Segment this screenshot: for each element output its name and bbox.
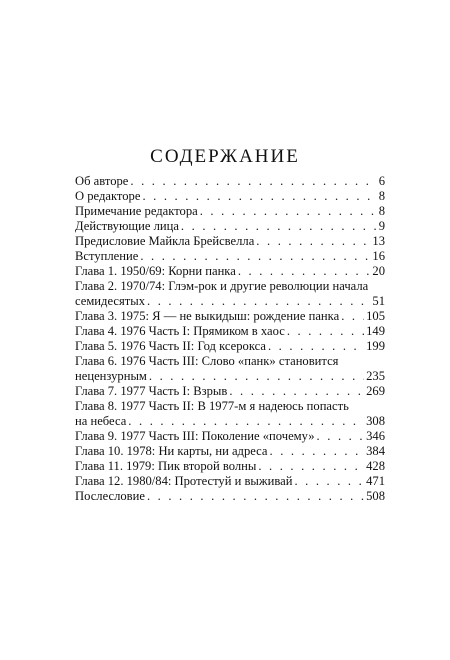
toc-entry-page-number: 105 — [366, 309, 385, 323]
toc-entry-line — [75, 384, 385, 399]
toc-entry-label: Глава 5. 1976 Часть II: Год ксерокса — [75, 339, 266, 353]
toc-entry-label: Глава 1. 1950/69: Корни панка — [75, 264, 236, 278]
toc-entry — [75, 339, 385, 354]
toc-entry-line — [75, 249, 385, 264]
toc-entry — [75, 234, 385, 249]
toc-entry-line — [75, 444, 385, 459]
toc-entry-line — [75, 234, 385, 249]
dot-leader — [142, 189, 376, 204]
toc-entry-label: О редакторе — [75, 189, 141, 203]
toc-entry — [75, 189, 385, 204]
toc-entry — [75, 489, 385, 504]
toc-entry — [75, 444, 385, 459]
toc-entry-line — [75, 474, 385, 489]
dot-leader — [149, 369, 364, 384]
toc-entry-line — [75, 189, 385, 204]
dot-leader — [268, 339, 364, 354]
toc-entry-line — [75, 264, 385, 279]
dot-leader — [256, 234, 370, 249]
dot-leader — [229, 384, 364, 399]
dot-leader — [130, 174, 376, 189]
toc-entry-page-number: 428 — [366, 459, 385, 473]
toc-entry-label: Послесловие — [75, 489, 145, 503]
toc-entry-label-line1: Глава 6. 1976 Часть III: Слово «панк» становится — [75, 354, 339, 368]
toc-entry-label: Глава 10. 1978: Ни карты, ни адреса — [75, 444, 268, 458]
dot-leader — [341, 309, 364, 324]
toc-entry-page-number: 8 — [378, 189, 385, 203]
toc-entry-page-number: 508 — [366, 489, 385, 503]
toc-entry-label: Глава 3. 1975: Я — не выкидыш: рождение панка — [75, 309, 340, 323]
toc-entry-line — [75, 309, 385, 324]
toc-entry-page-number: 13 — [372, 234, 385, 248]
toc-entry-line — [75, 174, 385, 189]
toc-entry-label: Предисловие Майкла Брейсвелла — [75, 234, 255, 248]
toc-entry-line — [75, 339, 385, 354]
toc-entry-label: Действующие лица — [75, 219, 179, 233]
toc-entry-page-number: 6 — [378, 174, 385, 188]
toc-entry — [75, 174, 385, 189]
toc-entry-page-number: 16 — [372, 249, 385, 263]
toc-entry-label: Вступление — [75, 249, 139, 263]
dot-leader — [270, 444, 365, 459]
toc-entry — [75, 249, 385, 264]
page-title: СОДЕРЖАНИЕ — [150, 146, 300, 167]
toc-entry-label: Об авторе — [75, 174, 129, 188]
toc-entry-page-number: 346 — [366, 429, 385, 443]
toc-entry-page-number: 235 — [366, 369, 385, 383]
toc-entry-page-number: 8 — [378, 204, 385, 218]
dot-leader — [238, 264, 371, 279]
toc-entry-line — [75, 369, 385, 384]
toc-entry-label: нецензурным — [75, 369, 147, 383]
toc-entry-label: Глава 9. 1977 Часть III: Поколение «почему» — [75, 429, 315, 443]
toc-entry — [75, 264, 385, 279]
dot-leader — [317, 429, 365, 444]
dot-leader — [147, 294, 370, 309]
toc-entry-label: Глава 4. 1976 Часть I: Прямиком в хаос — [75, 324, 285, 338]
toc-entry-page-number: 20 — [372, 264, 385, 278]
toc-entry-page-number: 384 — [366, 444, 385, 458]
toc-entry-line — [75, 219, 385, 234]
dot-leader — [287, 324, 364, 339]
toc-entry-label: семидесятых — [75, 294, 145, 308]
dot-leader — [147, 489, 364, 504]
toc-entry-page-number: 51 — [372, 294, 385, 308]
toc-entry — [75, 204, 385, 219]
toc-entry — [75, 279, 385, 309]
toc-entry-page-number: 149 — [366, 324, 385, 338]
toc-entry — [75, 459, 385, 474]
toc-entry-page-number: 269 — [366, 384, 385, 398]
toc-entry-line — [75, 324, 385, 339]
toc-entry-label-line1: Глава 2. 1970/74: Глэм-рок и другие революции начала — [75, 279, 369, 293]
toc-entry — [75, 384, 385, 399]
toc-entry-line — [75, 204, 385, 219]
toc-entry — [75, 219, 385, 234]
table-of-contents — [75, 174, 385, 504]
dot-leader — [181, 219, 377, 234]
toc-entry-page-number: 9 — [378, 219, 385, 233]
toc-entry-page-number: 199 — [366, 339, 385, 353]
toc-entry-label: Глава 7. 1977 Часть I: Взрыв — [75, 384, 228, 398]
toc-entry-line — [75, 429, 385, 444]
toc-entry-label: Глава 11. 1979: Пик второй волны — [75, 459, 257, 473]
toc-entry — [75, 354, 385, 384]
toc-entry-page-number: 471 — [366, 474, 385, 488]
toc-entry-label: Примечание редактора — [75, 204, 198, 218]
toc-entry-line — [75, 294, 385, 309]
dot-leader — [140, 249, 370, 264]
toc-entry — [75, 429, 385, 444]
toc-entry — [75, 324, 385, 339]
toc-entry-line — [75, 489, 385, 504]
dot-leader — [294, 474, 364, 489]
dot-leader — [128, 414, 364, 429]
toc-entry — [75, 309, 385, 324]
toc-entry — [75, 399, 385, 429]
toc-entry-label: на небеса — [75, 414, 127, 428]
dot-leader — [258, 459, 364, 474]
toc-entry — [75, 474, 385, 489]
toc-entry-label-line1: Глава 8. 1977 Часть II: В 1977-м я надеюсь попасть — [75, 399, 349, 413]
toc-entry-page-number: 308 — [366, 414, 385, 428]
toc-entry-label: Глава 12. 1980/84: Протестуй и выживай — [75, 474, 293, 488]
toc-entry-line — [75, 459, 385, 474]
toc-entry-line — [75, 414, 385, 429]
dot-leader — [200, 204, 377, 219]
